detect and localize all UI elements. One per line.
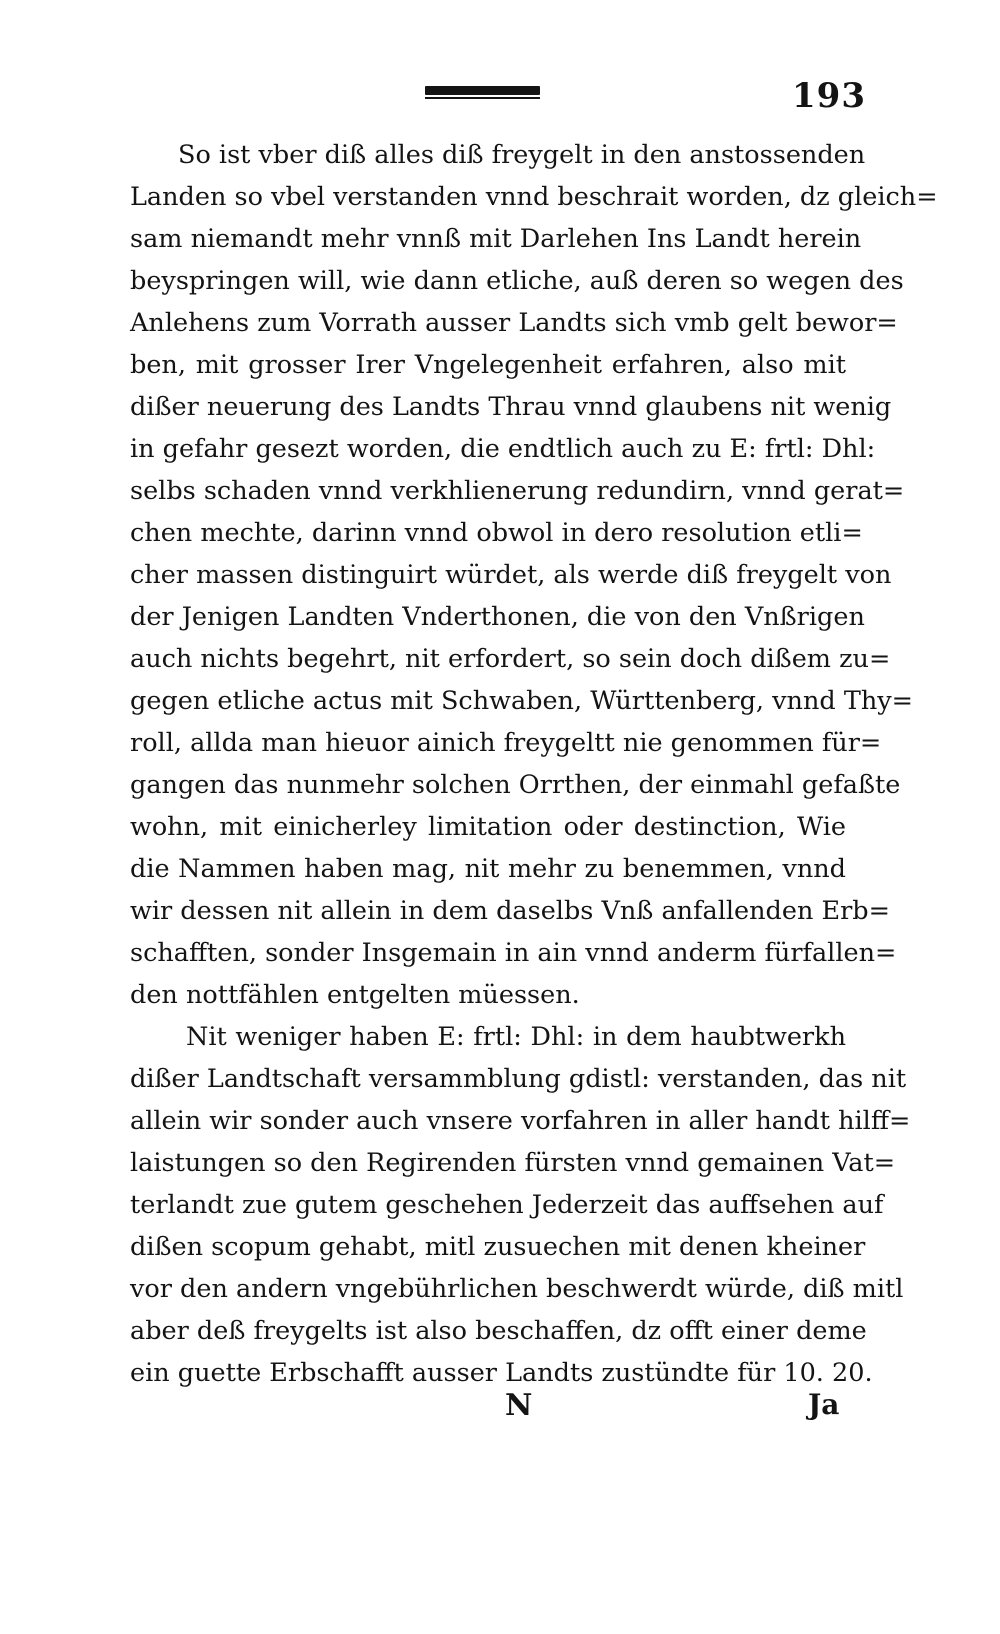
text-line: beyspringen will, wie dann etliche, auß deren so wegen des xyxy=(130,266,904,296)
page-number: 193 xyxy=(792,76,866,116)
text-line: terlandt zue gutem geschehen Jederzeit das auffsehen auf xyxy=(130,1190,884,1220)
text-line: Nit weniger haben E: frtl: Dhl: in dem haubtwerkh xyxy=(186,1022,846,1052)
text-line: cher massen distinguirt würdet, als werde diß freygelt von xyxy=(130,560,892,590)
catchword: Ja xyxy=(808,1388,840,1421)
text-line: die Nammen haben mag, nit mehr zu benemmen, vnnd xyxy=(130,854,846,884)
text-line: wohn, mit einicherley limitation oder destinction, Wie xyxy=(130,812,846,842)
text-line: dißer neuerung des Landts Thrau vnnd glaubens nit wenig xyxy=(130,392,892,422)
body-text xyxy=(130,134,938,1394)
text-line: chen mechte, darinn vnnd obwol in dero resolution etli= xyxy=(130,518,863,548)
text-line: allein wir sonder auch vnsere vorfahren in aller handt hilff= xyxy=(130,1106,911,1136)
text-line: den nottfählen entgelten müessen. xyxy=(130,980,580,1010)
text-line: gegen etliche actus mit Schwaben, Württenberg, vnnd Thy= xyxy=(130,686,914,716)
signature-mark: N xyxy=(505,1388,533,1423)
text-line: der Jenigen Landten Vnderthonen, die von den Vnßrigen xyxy=(130,602,865,632)
text-line: dißer Landtschaft versammblung gdistl: verstanden, das nit xyxy=(130,1064,907,1094)
text-line: wir dessen nit allein in dem daselbs Vnß anfallenden Erb= xyxy=(130,896,890,926)
text-line: Landen so vbel verstanden vnnd beschrait worden, dz gleich= xyxy=(130,182,938,212)
text-line: So ist vber diß alles diß freygelt in den anstossenden xyxy=(178,140,866,170)
text-line: in gefahr gesezt worden, die endtlich auch zu E: frtl: Dhl: xyxy=(130,434,876,464)
text-line: selbs schaden vnnd verkhlienerung redundirn, vnnd gerat= xyxy=(130,476,905,506)
text-line: Anlehens zum Vorrath ausser Landts sich vmb gelt bewor= xyxy=(130,308,898,338)
text-line: dißen scopum gehabt, mitl zusuechen mit denen kheiner xyxy=(130,1232,866,1262)
text-line: laistungen so den Regirenden fürsten vnnd gemainen Vat= xyxy=(130,1148,896,1178)
header-rule xyxy=(425,86,540,95)
text-line: ein guette Erbschafft ausser Landts zustündte für 10. 20. xyxy=(130,1358,873,1388)
text-line: roll, allda man hieuor ainich freygeltt nie genommen für= xyxy=(130,728,882,758)
text-line: sam niemandt mehr vnnß mit Darlehen Ins Landt herein xyxy=(130,224,862,254)
text-line: schafften, sonder Insgemain in ain vnnd anderm fürfallen= xyxy=(130,938,897,968)
text-line: vor den andern vngebührlichen beschwerdt würde, diß mitl xyxy=(130,1274,904,1304)
text-line: ben, mit grosser Irer Vngelegenheit erfahren, also mit xyxy=(130,350,846,380)
text-line: auch nichts begehrt, nit erfordert, so sein doch dißem zu= xyxy=(130,644,891,674)
text-line: gangen das nunmehr solchen Orrthen, der einmahl gefaßte xyxy=(130,770,901,800)
text-line: aber deß freygelts ist also beschaffen, dz offt einer deme xyxy=(130,1316,867,1346)
